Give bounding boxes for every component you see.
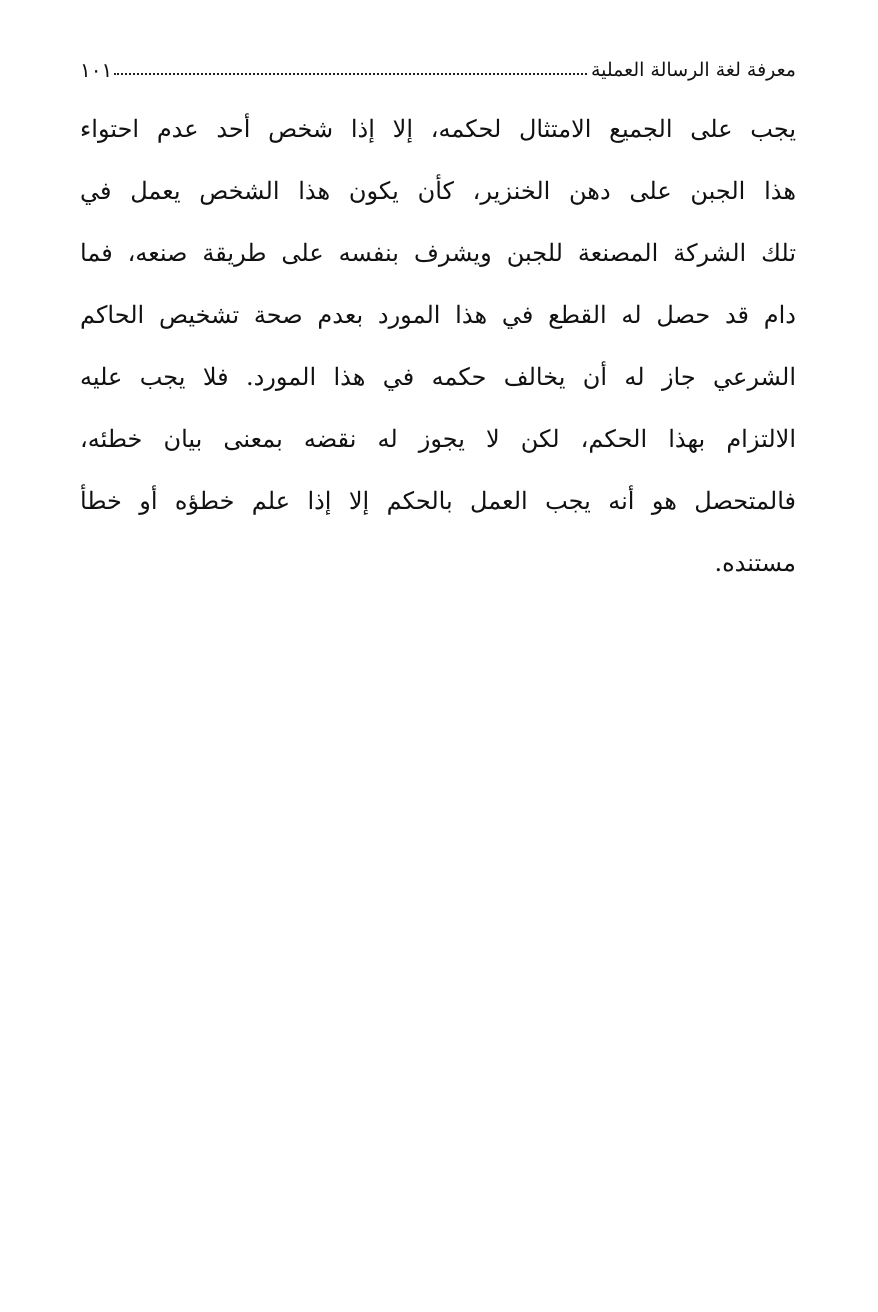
dotted-leader	[114, 73, 587, 75]
text-line: مستنده.	[714, 549, 796, 577]
text-line: هذا الجبن على دهن الخنزير، كأن يكون هذا الشخص يعمل في	[80, 177, 796, 205]
text-line: فالمتحصل هو أنه يجب العمل بالحكم إلا إذا علم خطؤه أو خطأ	[80, 487, 796, 515]
text-line: يجب على الجميع الامتثال لحكمه، إلا إذا شخص أحد عدم احتواء	[80, 115, 796, 143]
text-line: الالتزام بهذا الحكم، لكن لا يجوز له نقضه بمعنى بيان خطئه،	[80, 425, 796, 453]
running-header-title: معرفة لغة الرسالة العملية	[590, 59, 796, 81]
text-line: تلك الشركة المصنعة للجبن ويشرف بنفسه على طريقة صنعه، فما	[80, 239, 796, 267]
page-number: ١٠١	[80, 58, 113, 82]
text-line: دام قد حصل له القطع في هذا المورد بعدم صحة تشخيص الحاكم	[80, 301, 796, 329]
text-line: الشرعي جاز له أن يخالف حكمه في هذا المورد. فلا يجب عليه	[80, 363, 796, 391]
body-paragraph	[80, 98, 796, 594]
running-header	[80, 40, 796, 80]
